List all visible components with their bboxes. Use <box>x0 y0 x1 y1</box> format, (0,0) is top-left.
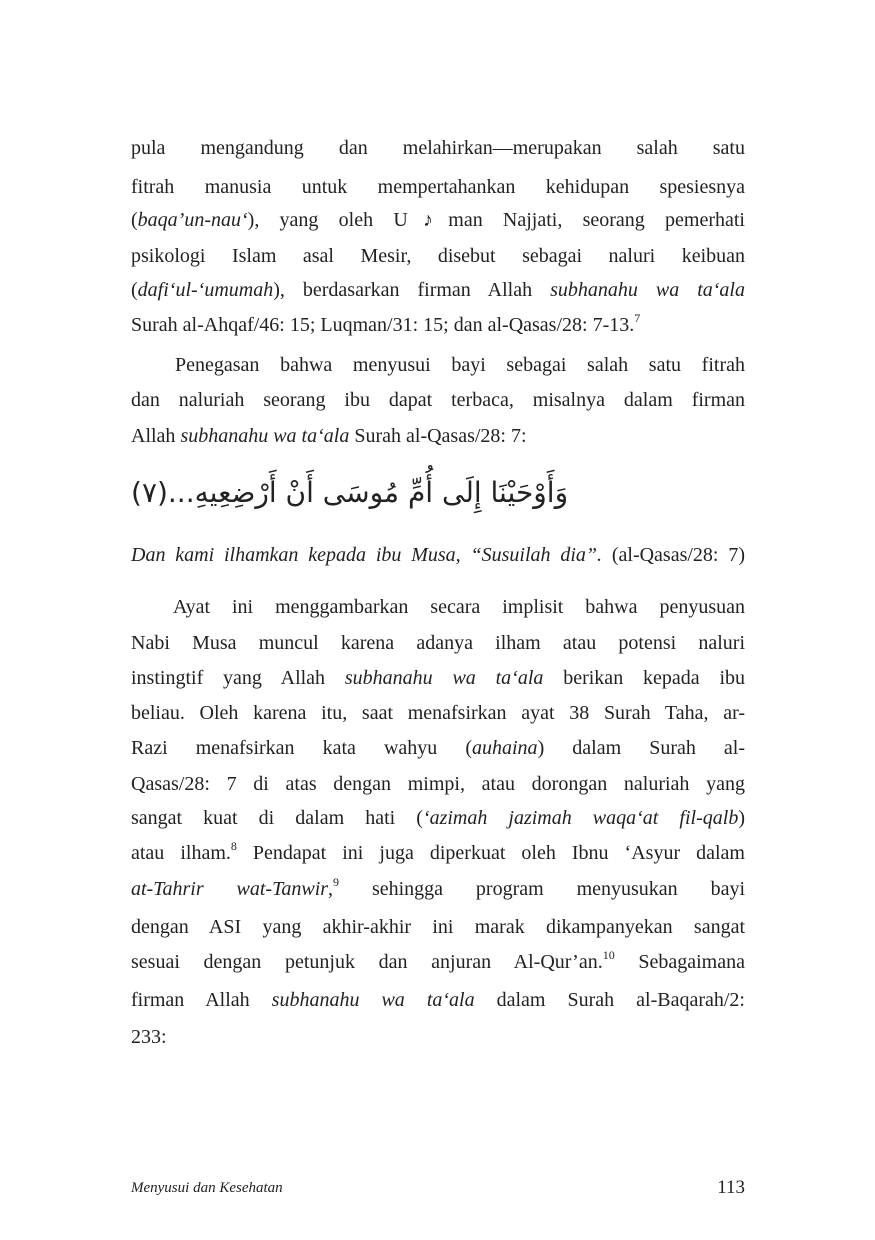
italic-term: subhanahu wa ta‘ala <box>344 667 544 689</box>
text-segment: Allah <box>131 425 181 447</box>
text-segment: Pendapat ini juga diperkuat oleh Ibnu ‘Asyur dalam <box>236 842 745 864</box>
text-line <box>131 947 745 977</box>
italic-term: baqa’un-nau‘ <box>137 209 248 231</box>
text-line <box>131 985 745 1015</box>
italic-term: ‘azimah jazimah waqa‘at fil-qalb <box>422 807 739 829</box>
text-segment: dengan ASI yang akhir-akhir ini marak dikampanyekan sangat <box>131 916 745 938</box>
text-line <box>131 241 745 271</box>
text-segment: Surah al-Qasas/28: 7: <box>349 425 527 447</box>
verse-translation <box>131 540 745 570</box>
text-segment: Penegasan bahwa menyusui bayi sebagai salah satu fitrah <box>175 354 745 376</box>
text-segment: psikologi Islam asal Mesir, disebut sebagai naluri keibuan <box>131 245 745 267</box>
text-segment: dalam Surah al-Baqarah/2: <box>474 989 745 1011</box>
text-segment: sesuai dengan petunjuk dan anjuran Al-Qur’an. <box>131 951 603 973</box>
italic-term: subhanahu wa ta‘ala <box>550 279 745 301</box>
text-line <box>131 769 745 799</box>
text-line <box>131 912 745 942</box>
text-segment: Razi menafsirkan kata wahyu ( <box>131 737 472 759</box>
text-line <box>131 275 745 305</box>
text-segment: Nabi Musa muncul karena adanya ilham atau potensi naluri <box>131 632 745 654</box>
text-line <box>131 1022 745 1052</box>
text-segment: instingtif yang Allah <box>131 667 345 689</box>
text-segment: Sebagaimana <box>614 951 745 973</box>
text-segment: firman Allah <box>131 989 272 1011</box>
text-segment: ), berdasarkan firman Allah <box>273 279 551 301</box>
italic-term: at-Tahrir wat-Tanwir <box>131 878 329 900</box>
text-line <box>131 663 745 693</box>
text-line <box>131 874 745 904</box>
text-segment: (al-Qasas/28: 7) <box>602 544 745 566</box>
text-line <box>131 172 745 202</box>
arabic-verse: وَأَوْحَيْنَا إِلَى أُمِّ مُوسَى أَنْ أَرْضِعِيهِ...(٧) <box>131 476 569 509</box>
text-segment: 233: <box>131 1026 167 1048</box>
text-segment: Qasas/28: 7 di atas dengan mimpi, atau dorongan naluriah yang <box>131 773 745 795</box>
text-line <box>131 205 745 235</box>
page-number: 113 <box>717 1177 745 1198</box>
italic-term: subhanahu wa ta‘ala <box>271 989 475 1011</box>
text-line <box>131 838 745 868</box>
text-segment: Surah al-Ahqaf/46: 15; Luqman/31: 15; dan al-Qasas/28: 7-13. <box>131 314 635 336</box>
text-line <box>131 698 745 728</box>
text-line <box>131 310 745 340</box>
text-segment: sangat kuat di dalam hati ( <box>131 807 423 829</box>
footnote-ref: 8 <box>230 839 237 853</box>
italic-term: dafi‘ul-‘umumah <box>137 279 274 301</box>
text-line <box>175 350 745 380</box>
text-segment: Ayat ini menggambarkan secara implisit bahwa penyusuan <box>173 596 745 618</box>
text-segment: berikan kepada ibu <box>543 667 745 689</box>
text-segment: , <box>328 878 334 900</box>
text-segment: pula mengandung dan melahirkan—merupakan salah satu <box>131 137 745 159</box>
text-segment: dan naluriah seorang ibu dapat terbaca, misalnya dalam firman <box>131 389 745 411</box>
text-segment: beliau. Oleh karena itu, saat menafsirkan ayat 38 Surah Taha, ar- <box>131 702 745 724</box>
text-segment: sehingga program menyusukan bayi <box>339 878 745 900</box>
running-footer-title: Menyusui dan Kesehatan <box>131 1180 283 1196</box>
text-line <box>131 385 745 415</box>
text-segment: ( <box>131 279 138 301</box>
italic-term: subhanahu wa ta‘ala <box>180 425 350 447</box>
italic-term: Dan kami ilhamkan kepada ibu Musa, “Susuilah dia”. <box>131 544 603 566</box>
text-segment: ) <box>738 807 745 829</box>
text-line <box>131 421 745 451</box>
footnote-ref: 10 <box>602 948 615 962</box>
italic-term: auhaina <box>472 737 538 759</box>
text-line <box>131 733 745 763</box>
text-segment: fitrah manusia untuk mempertahankan kehidupan spesiesnya <box>131 176 745 198</box>
text-line <box>131 803 745 833</box>
text-segment: ), yang oleh U♪man Najjati, seorang pemerhati <box>247 209 745 231</box>
text-line <box>131 628 745 658</box>
text-segment: atau ilham. <box>131 842 231 864</box>
text-segment: ) dalam Surah al- <box>537 737 745 759</box>
footnote-ref: 7 <box>634 311 641 325</box>
text-segment: ( <box>131 209 138 231</box>
text-line <box>131 133 745 163</box>
footnote-ref: 9 <box>333 875 340 889</box>
text-line <box>173 592 745 622</box>
